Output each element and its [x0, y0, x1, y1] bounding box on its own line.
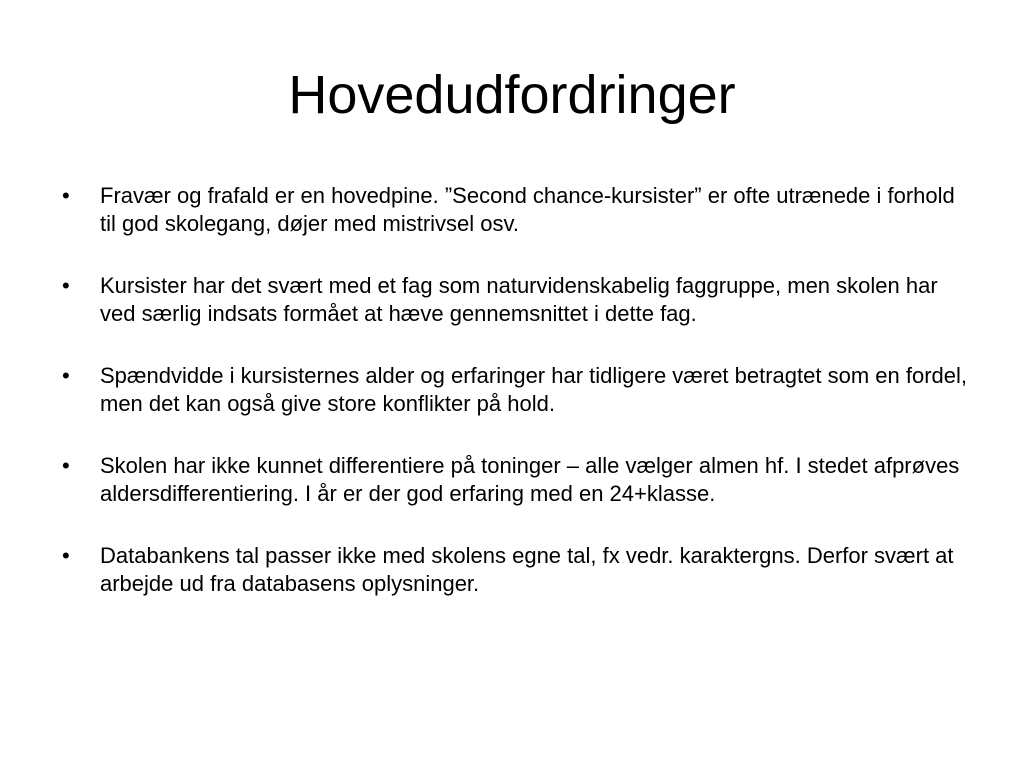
bullet-item — [62, 452, 972, 507]
bullet-item — [62, 542, 972, 597]
bullet-marker-icon: • — [62, 363, 70, 388]
bullet-item — [62, 272, 972, 327]
bullet-text: Spændvidde i kursisternes alder og erfaringer har tidligere været betragtet som en fordel, men det kan også give store konflikter på hold. — [100, 363, 968, 416]
bullet-text: Kursister har det svært med et fag som naturvidenskabelig faggruppe, men skolen har ved særlig indsats formået at hæve gennemsnittet i dette fag. — [100, 273, 938, 326]
bullet-marker-icon: • — [62, 183, 70, 208]
bullet-list — [62, 182, 972, 632]
slide-title: Hovedudfordringer — [288, 65, 736, 125]
bullet-text: Fravær og frafald er en hovedpine. ”Second chance-kursister” er ofte utrænede i forhold til god skolegang, døjer med mistrivsel osv. — [100, 183, 955, 236]
bullet-marker-icon: • — [62, 543, 70, 568]
bullet-item — [62, 362, 972, 417]
bullet-text: Skolen har ikke kunnet differentiere på toninger – alle vælger almen hf. I stedet afprøves aldersdifferentiering. I år er der god erfaring med en 24+klasse. — [100, 453, 960, 506]
bullet-text: Databankens tal passer ikke med skolens egne tal, fx vedr. karaktergns. Derfor svært at arbejde ud fra databasens oplysninger. — [100, 543, 954, 596]
bullet-marker-icon: • — [62, 453, 70, 478]
bullet-marker-icon: • — [62, 273, 70, 298]
bullet-item — [62, 182, 972, 237]
